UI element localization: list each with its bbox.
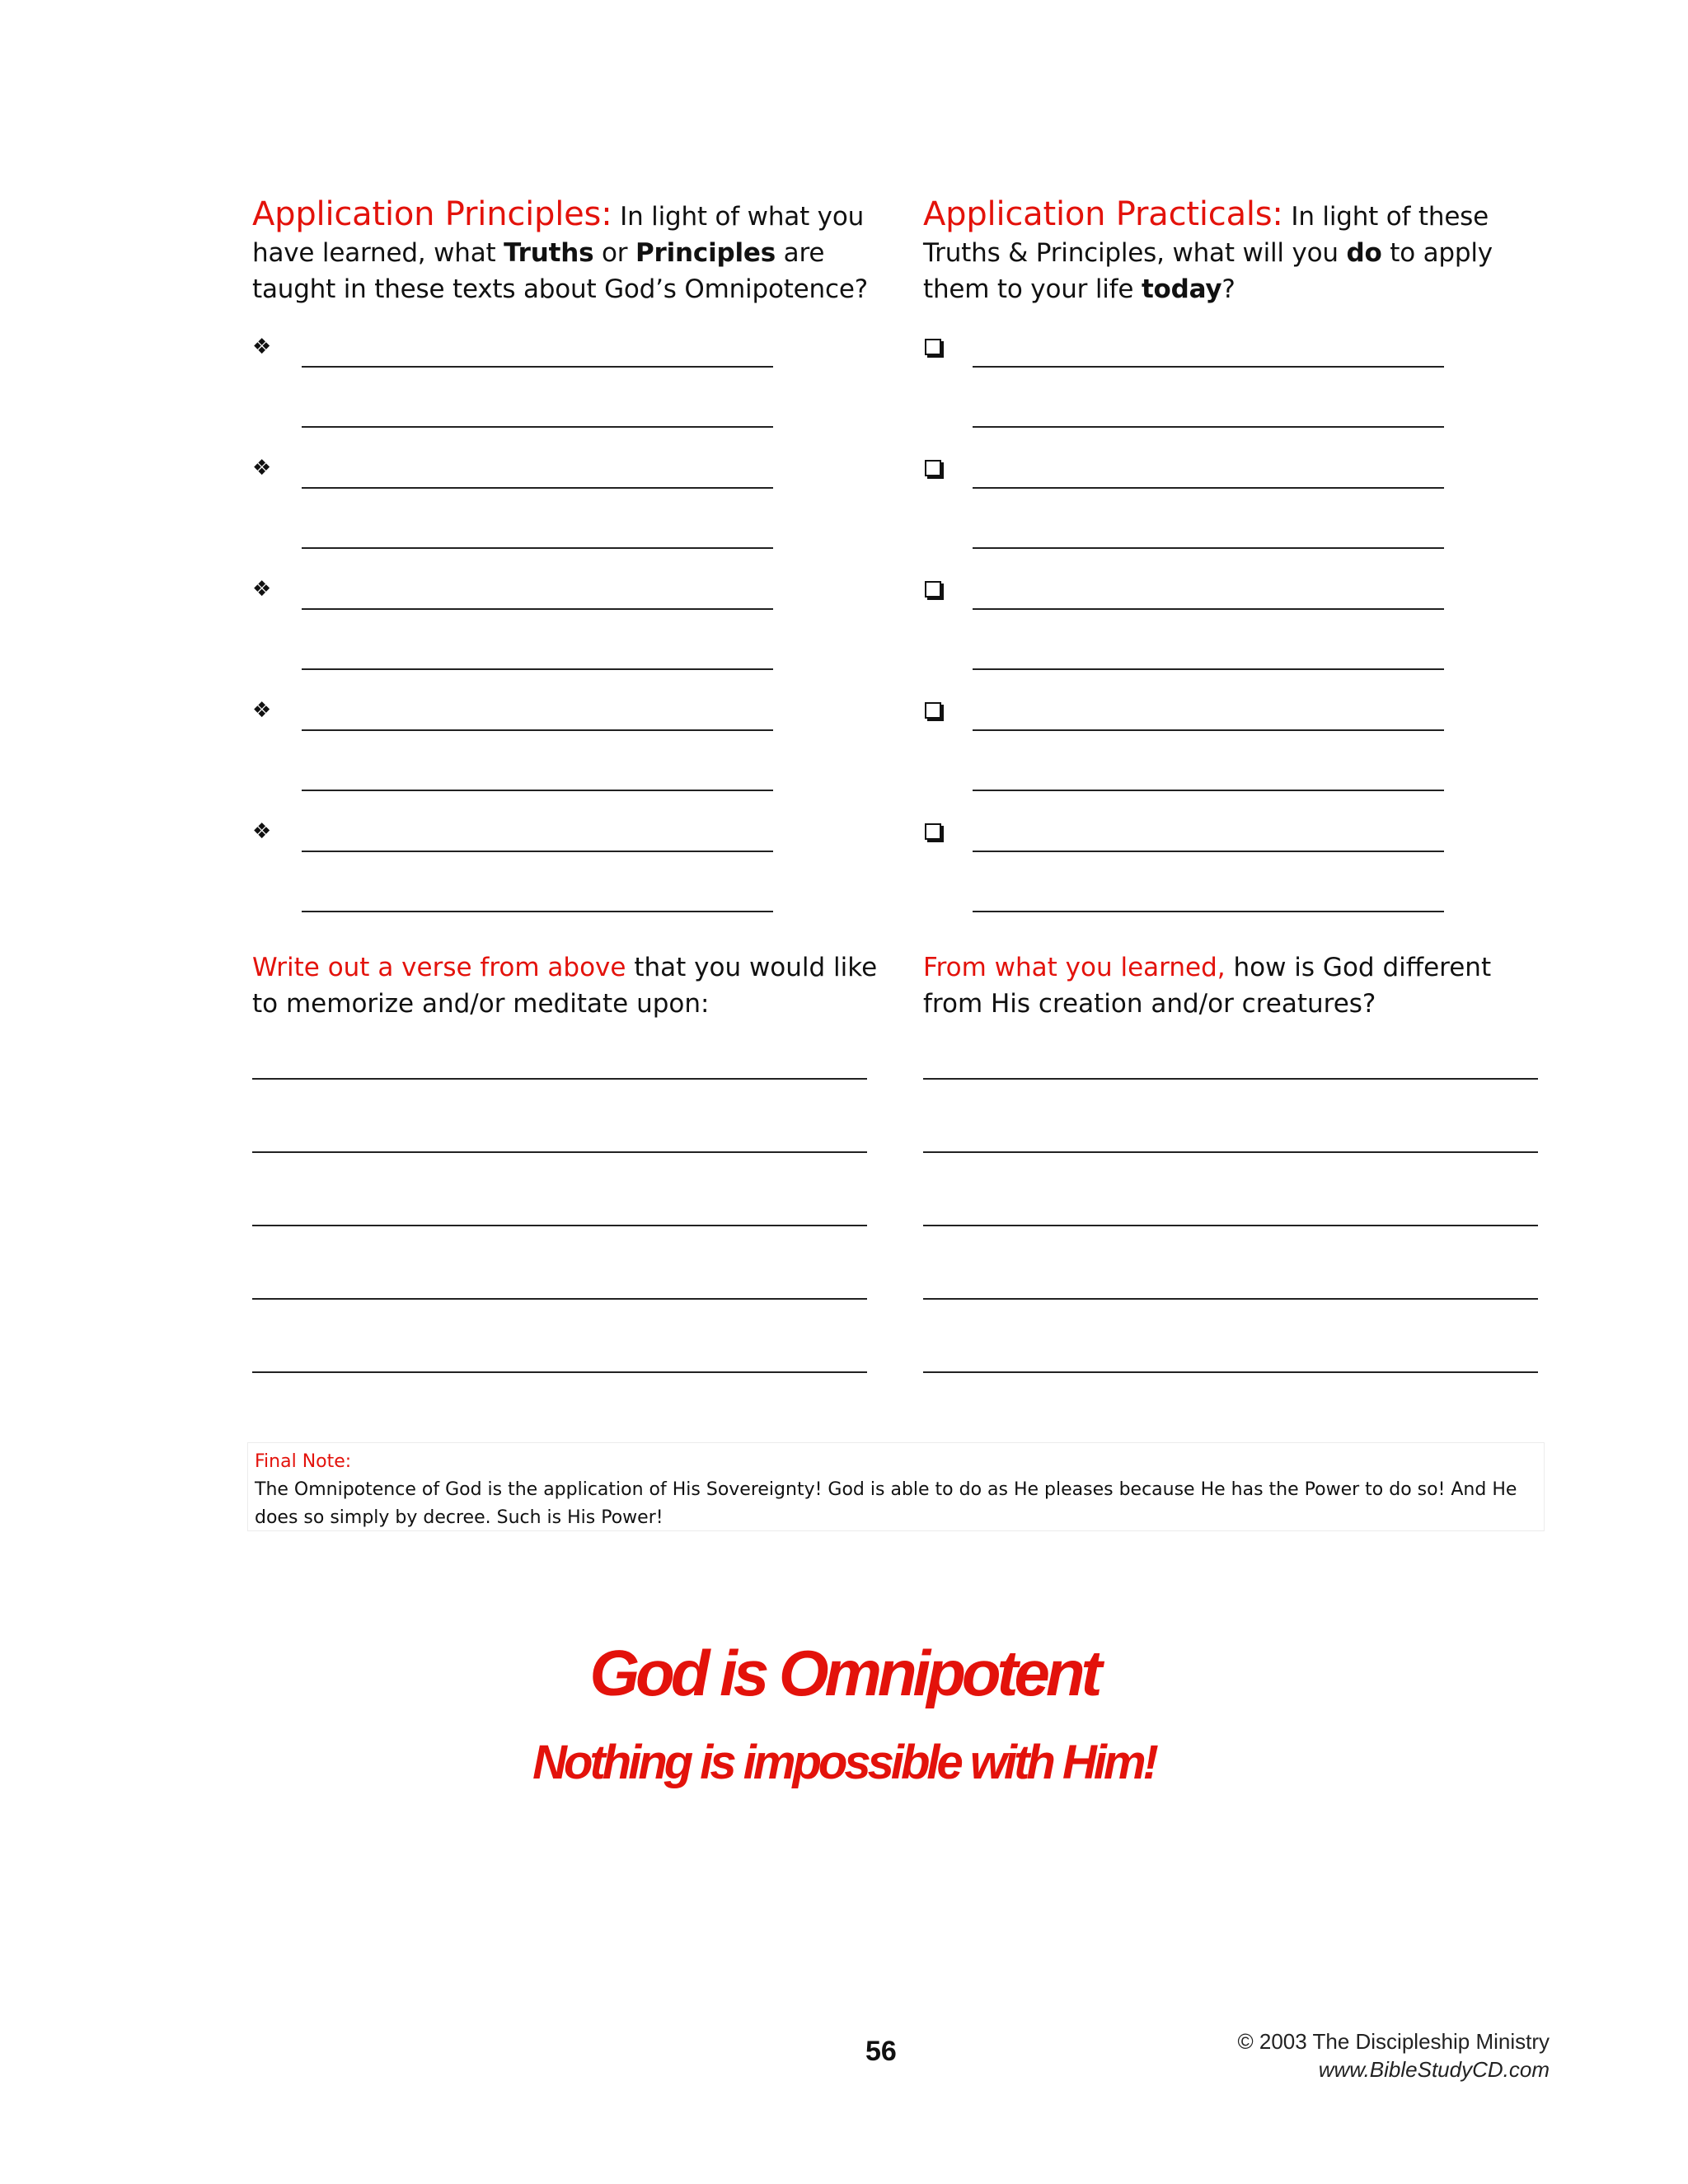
diamond-bullet-icon: ❖ — [252, 698, 272, 723]
writing-line[interactable] — [252, 1225, 867, 1226]
diamond-bullet-icon: ❖ — [252, 819, 272, 844]
diamond-bullet-icon: ❖ — [252, 577, 272, 602]
practical-item — [923, 823, 1451, 944]
prompt-text: how is God different from His creation and/or creatures? — [923, 953, 1492, 1019]
answer-line[interactable] — [973, 426, 1444, 428]
today-bold: today — [1141, 274, 1222, 304]
page-number: 56 — [865, 2036, 897, 2067]
memorize-verse-prompt — [252, 949, 879, 1022]
final-note-box — [247, 1442, 1545, 1531]
principles-list — [252, 335, 780, 944]
writing-line[interactable] — [923, 1298, 1538, 1300]
checkbox-icon[interactable] — [925, 581, 941, 598]
answer-line[interactable] — [302, 668, 773, 670]
diamond-bullet-icon: ❖ — [252, 335, 272, 359]
principles-bold: Principles — [635, 238, 776, 268]
answer-line[interactable] — [302, 426, 773, 428]
principle-item — [252, 456, 780, 580]
writing-line[interactable] — [923, 1151, 1538, 1153]
application-practicals-heading: Application Practicals: — [923, 195, 1283, 233]
intro-text: ? — [1221, 274, 1236, 304]
diamond-bullet-icon: ❖ — [252, 456, 272, 480]
writing-line[interactable] — [923, 1078, 1538, 1080]
principle-item — [252, 335, 780, 459]
checkbox-icon[interactable] — [925, 823, 941, 840]
practicals-list — [923, 338, 1451, 944]
intro-text: In light of these Truths & Principles, what will you — [923, 202, 1489, 268]
footer — [1238, 2027, 1550, 2083]
truths-bold: Truths — [504, 238, 594, 268]
answer-line[interactable] — [302, 729, 773, 731]
principle-item — [252, 577, 780, 701]
intro-text: In light of what you have learned, what — [252, 202, 865, 268]
checkbox-icon[interactable] — [925, 339, 941, 355]
answer-line[interactable] — [973, 366, 1444, 368]
intro-text: are taught in these texts about God’s Omnipotence? — [252, 238, 868, 304]
practical-item — [923, 338, 1451, 459]
footer-url[interactable]: www.BibleStudyCD.com — [1318, 2057, 1550, 2082]
writing-line[interactable] — [252, 1371, 867, 1373]
writing-line[interactable] — [252, 1078, 867, 1080]
answer-line[interactable] — [302, 911, 773, 912]
answer-line[interactable] — [973, 487, 1444, 489]
slogan-title: God is Omnipotent — [589, 1637, 1099, 1709]
practical-item — [923, 701, 1451, 823]
prompt-red: Write out a verse from above — [252, 953, 626, 982]
answer-line[interactable] — [973, 729, 1444, 731]
prompt-text: that you would like to memorize and/or meditate upon: — [252, 953, 878, 1019]
answer-line[interactable] — [302, 487, 773, 489]
application-principles-intro — [252, 196, 879, 307]
intro-text: or — [593, 238, 635, 268]
final-note-title: Final Note: — [255, 1451, 352, 1472]
practical-item — [923, 459, 1451, 580]
prompt-red: From what you learned, — [923, 953, 1226, 982]
application-practicals-intro — [923, 196, 1550, 307]
verse-writing-lines — [252, 1078, 867, 1445]
copyright: © 2003 The Discipleship Ministry — [1237, 2029, 1550, 2054]
god-different-prompt — [923, 949, 1550, 1022]
principle-item — [252, 698, 780, 823]
answer-line[interactable] — [973, 851, 1444, 852]
answer-line[interactable] — [973, 911, 1444, 912]
answer-line[interactable] — [302, 608, 773, 610]
writing-line[interactable] — [252, 1298, 867, 1300]
answer-line[interactable] — [302, 547, 773, 549]
difference-writing-lines — [923, 1078, 1538, 1445]
final-note-text: The Omnipotence of God is the application of His Sovereignty! God is able to do as He pleases because He has the Power to do so! And He does so simply by decree. Such is His Power! — [255, 1479, 1517, 1528]
intro-text: to apply them to your life — [923, 238, 1493, 304]
practical-item — [923, 580, 1451, 701]
answer-line[interactable] — [973, 547, 1444, 549]
answer-line[interactable] — [302, 851, 773, 852]
answer-line[interactable] — [973, 608, 1444, 610]
slogan-subtitle: Nothing is impossible with Him! — [532, 1736, 1156, 1789]
answer-line[interactable] — [973, 668, 1444, 670]
do-bold: do — [1346, 238, 1382, 268]
answer-line[interactable] — [302, 366, 773, 368]
answer-line[interactable] — [973, 790, 1444, 791]
checkbox-icon[interactable] — [925, 460, 941, 476]
checkbox-icon[interactable] — [925, 702, 941, 719]
writing-line[interactable] — [923, 1225, 1538, 1226]
answer-line[interactable] — [302, 790, 773, 791]
writing-line[interactable] — [252, 1151, 867, 1153]
principle-item — [252, 819, 780, 944]
application-principles-heading: Application Principles: — [252, 195, 612, 233]
writing-line[interactable] — [923, 1371, 1538, 1373]
